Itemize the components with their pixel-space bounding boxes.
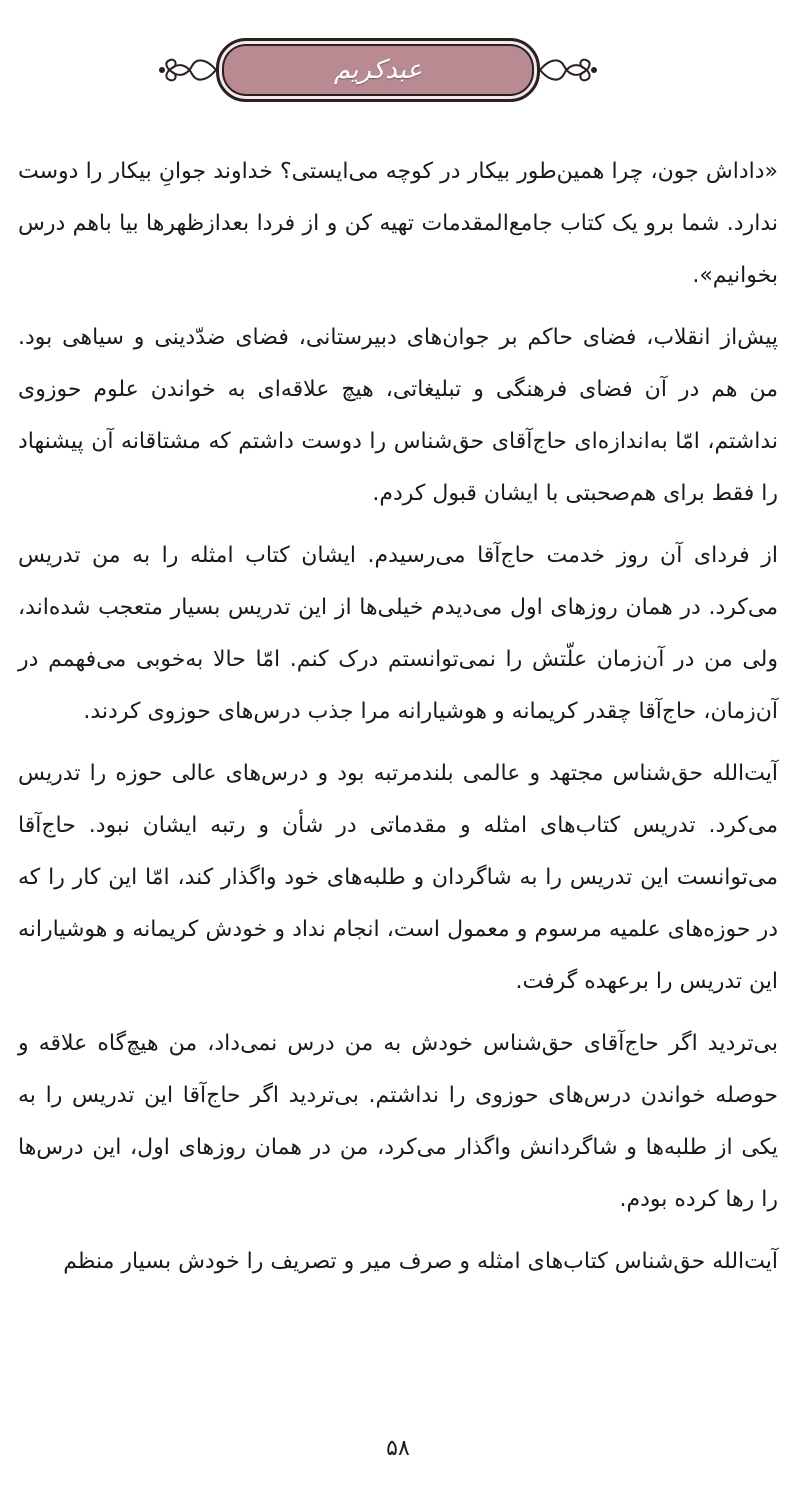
title-cartouche (216, 38, 540, 102)
paragraph: از فردای آن روز خدمت حاج‌آقا می‌رسیدم. ایشان کتاب امثله را به من تدریس می‌کرد. در همان روزهای اول می‌دیدم خیلی‌ها از این تدریس بسیار متعجب شده‌اند، ولی من در آن‌زمان علّتش را نمی‌توانستم درک کنم. امّا حالا به‌خوبی می‌فهمم در آن‌زمان، حاج‌آقا چقدر کریمانه و هوشیارانه مرا جذب درس‌های حوزوی کردند. (18, 543, 778, 724)
ornament-right-icon (538, 52, 598, 88)
paragraph: بی‌تردید اگر حاج‌آقای حق‌شناس خودش به من درس نمی‌داد، من هیچ‌گاه علاقه و حوصله خواندن درس‌های حوزوی را نداشتم. بی‌تردید اگر حاج‌آقا این تدریس را به یکی از طلبه‌ها و شاگردانش واگذار می‌کرد، من در همان روزهای اول، این درس‌ها را رها کرده بودم. (18, 1031, 778, 1212)
ornament-left-icon (158, 52, 218, 88)
paragraph: آیت‌الله حق‌شناس کتاب‌های امثله و صرف میر و تصریف را خودش بسیار منظم (63, 1249, 778, 1274)
body-text (18, 146, 778, 1298)
chapter-title: عبدکریم (333, 55, 423, 85)
page-number: ۵۸ (386, 1436, 410, 1461)
paragraph: آیت‌الله حق‌شناس مجتهد و عالمی بلندمرتبه بود و درس‌های عالی حوزه را تدریس می‌کرد. تدریس کتاب‌های امثله و مقدماتی در شأن و رتبه ایشان نبود. حاج‌آقا می‌توانست این تدریس را به شاگردان و طلبه‌های خود واگذار کند، امّا این کار را که در حوزه‌های علمیه مرسوم و معمول است، انجام نداد و خودش کریمانه و هوشیارانه این تدریس را برعهده گرفت. (18, 761, 778, 994)
paragraph: پیش‌از انقلاب، فضای حاکم بر جوان‌های دبیرستانی، فضای ضدّدینی و سیاهی بود. من هم در آن فضای فرهنگی و تبلیغاتی، هیچ علاقه‌ای به خواندن علوم حوزوی نداشتم، امّا به‌اندازه‌ای حاج‌آقای حق‌شناس را دوست داشتم که مشتاقانه آن پیشنهاد را فقط برای هم‌صحبتی با ایشان قبول کردم. (18, 325, 778, 506)
paragraph: «داداش جون، چرا همین‌طور بیکار در کوچه می‌ایستی؟ خداوند جوانِ بیکار را دوست ندارد. شما برو یک کتاب جامع‌المقدمات تهیه کن و از فردا بعدازظهرها بیا باهم درس بخوانیم». (18, 159, 778, 288)
chapter-header (158, 34, 598, 106)
